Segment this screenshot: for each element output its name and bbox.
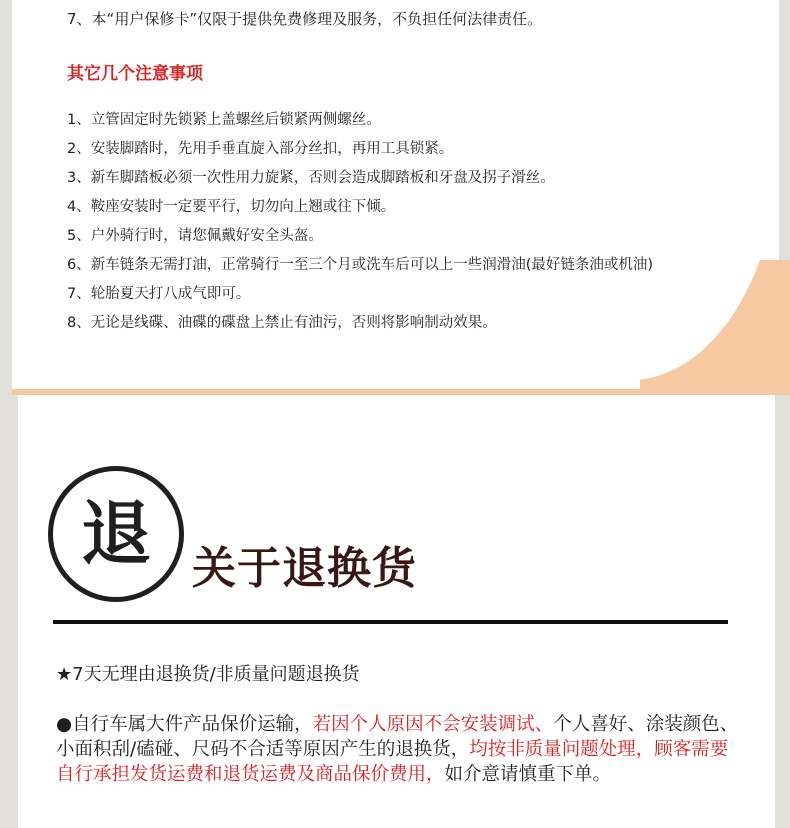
list-item: 4、鞍座安装时一定要平行，切勿向上翘或往下倾。: [67, 199, 396, 215]
policy-part: 自行车属大件产品保价运输，: [72, 714, 313, 735]
list-item: 6、新车链条无需打油，正常骑行一至三个月或洗车后可以上一些润滑油(最好链条油或机油): [67, 257, 654, 273]
return-highlight: ★7天无理由退换货/非质量问题退换货: [56, 664, 360, 685]
badge-character: 退: [81, 493, 151, 575]
policy-part: 如介意请慎重下单。: [444, 764, 612, 785]
list-item: 8、无论是线碟、油碟的碟盘上禁止有油污，否则将影响制动效果。: [67, 315, 497, 331]
warranty-note: 7、本“用户保修卡”仅限于提供免费修理及服务，不负担任何法律责任。: [67, 10, 543, 28]
list-item: 3、新车脚踏板必须一次性用力旋紧，否则会造成脚踏板和牙盘及拐子滑丝。: [67, 170, 555, 186]
policy-part: 个人喜好、涂装颜色、小面积刮/磕碰、尺码不合适等原因产生的退换货，: [56, 714, 739, 760]
list-item: 5、户外骑行时，请您佩戴好安全头盔。: [67, 228, 323, 244]
return-policy-text: [56, 712, 746, 787]
list-item: 1、立管固定时先锁紧上盖螺丝后锁紧两侧螺丝。: [67, 112, 381, 128]
notes-list: [67, 108, 653, 340]
peach-corner-decoration: [640, 260, 790, 395]
section-divider: [53, 620, 728, 624]
notes-heading: 其它几个注意事项: [67, 64, 203, 84]
list-item: 2、安装脚踏时，先用手垂直旋入部分丝扣，再用工具锁紧。: [67, 141, 454, 157]
policy-emphasis: 若因个人原因不会安装调试、: [312, 714, 554, 735]
return-badge-icon: [48, 466, 184, 602]
return-section-title: 关于退换货: [192, 543, 417, 594]
bullet-icon: ●: [56, 714, 73, 735]
list-item: 7、轮胎夏天打八成气即可。: [67, 286, 251, 302]
policy-emphasis: 均按非质量问题处理，顾客需要自行承担发货运费和退货运费及商品保价费用，: [56, 739, 729, 785]
